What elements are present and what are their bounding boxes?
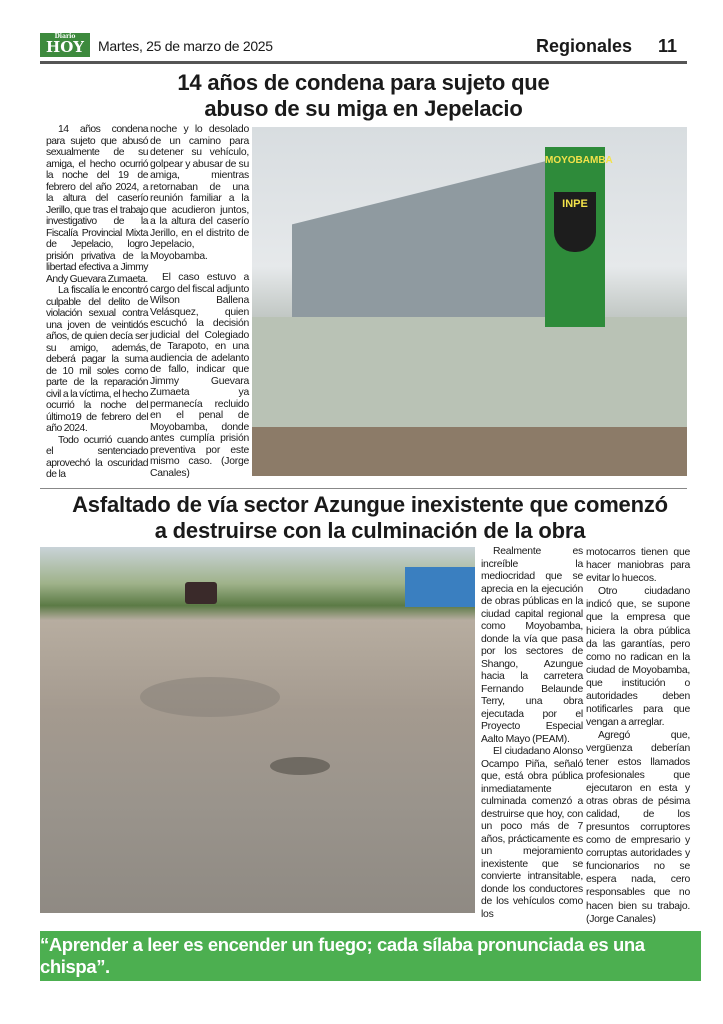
article1-headline [40, 70, 687, 122]
page-number: 11 [658, 36, 678, 56]
paragraph: motocarros tienen que hacer maniobras para evitar lo huecos. [586, 547, 690, 585]
mototaxi [185, 582, 217, 604]
paragraph: El caso estuvo a cargo del fiscal adjunto Wilson Ballena Velásquez, quien escuchó la decisión judicial del Colegiado de Tarapoto, en una audiencia de adelanto de fallo, indicar que Jimmy Guevara Zumaeta ya permanecía recluido en el penal de Moyobamba, donde antes cumplía prisión preventiva por este mismo caso. (Jorge Canales) [150, 272, 249, 479]
paragraph: Otro ciudadano indicó que, se supone que la empresa que hiciera la obra pública da las garantías, pero como no radican en la ciudad de Moyobamba, que institución o autoridades deben notificarles para que vengan a arreglar. [586, 586, 690, 729]
pothole [140, 677, 280, 717]
paragraph: 14 años condena para sujeto que abusó sexualmente de su amiga, el hecho ocurrió la noche del 19 de febrero del año 2024, a la altura del caserío Jerillo, que tras el trabajo investigativo de la Fiscalía Provincial Mixta de Jepelacio, logro prisión privativa de la libertad efectiva a Jimmy Andy Guevara Zumaeta. [46, 124, 148, 285]
pothole [270, 757, 330, 775]
logo-small-text: Diario [54, 33, 76, 40]
paragraph: La fiscalía le encontró culpable del delito de violación sexual contra una joven de veintidós años, de quien decía ser su amigo, además, deberá pagar la suma de 10 mil soles como parte de la reparación civil a la víctima, el hecho ocurrió la noche del último19 de febrero del año 2024. [46, 285, 148, 434]
headline-line: a destruirse con la culminación de la obra [154, 518, 586, 543]
inpe-sign [545, 147, 613, 327]
article1-column-2 [150, 124, 249, 479]
article2-column-2 [586, 546, 690, 926]
article-divider [40, 488, 687, 489]
damaged-road-photo [40, 547, 475, 913]
headline-line: abuso de su miga en Jepelacio [204, 96, 523, 121]
headline-line: 14 años de condena para sujeto que [177, 70, 550, 95]
paragraph: noche y lo desolado de un camino para detener su vehículo, golpear y abusar de su amiga, mientras retornaban de una reunión familiar a la que acudieron juntos, a la altura del caserío Jerillo, en el distrito de Jepelacio, Moyobamba. [150, 124, 249, 262]
paragraph: Realmente es increíble la mediocridad que se aprecia en la ejecución de obras públicas en la ciudad capital regional como Moyobamba, donde la vía que pasa por los sectores de Shango, Azungue hacia la carretera Fernando Belaunde Terry, una obra ejecutada por el Proyecto Especial Aalto Mayo (PEAM). [481, 546, 583, 745]
section-name: Regionales [536, 36, 633, 56]
issue-date: Martes, 25 de marzo de 2025 [98, 38, 273, 54]
diario-hoy-logo [40, 33, 90, 57]
sign-text: MOYOBAMBA [545, 155, 613, 166]
logo-big-text: HOY [46, 38, 84, 56]
prison-photo [252, 127, 687, 476]
blue-structure [405, 567, 475, 607]
sign-emblem: INPE [554, 192, 596, 252]
ground [252, 427, 687, 476]
article2-headline [40, 492, 700, 544]
paragraph: El ciudadano Alonso Ocampo Piña, señaló que, está obra pública inmediatamente culminada comenzó a destruirse que hoy, con un poco más de 7 años, prácticamente es un mejoramiento inexistente que se convierte intransitable, donde los conductores de los vehículos como los [481, 746, 583, 920]
headline-line: Asfaltado de vía sector Azungue inexistente que comenzó [72, 492, 668, 517]
quote-banner: “Aprender a leer es encender un fuego; cada sílaba pronunciada es una chispa”. [40, 931, 701, 981]
header-rule [40, 61, 687, 64]
paragraph: Todo ocurrió cuando el sentenciado aprovechó la oscuridad de la [46, 434, 148, 480]
article1-column-1 [46, 124, 148, 481]
prison-wall [252, 317, 687, 427]
article2-column-1 [481, 546, 583, 921]
paragraph: Agregó que, vergüenza deberían tener estos llamados profesionales que ejecutaron en esta y otras obras de pésima calidad, de los presuntos corruptores como de empresario y corruptas autoridades y funcionarios no se espera nada, cero responsables que no hacen bien su trabajo. (Jorge Canales) [586, 730, 690, 925]
